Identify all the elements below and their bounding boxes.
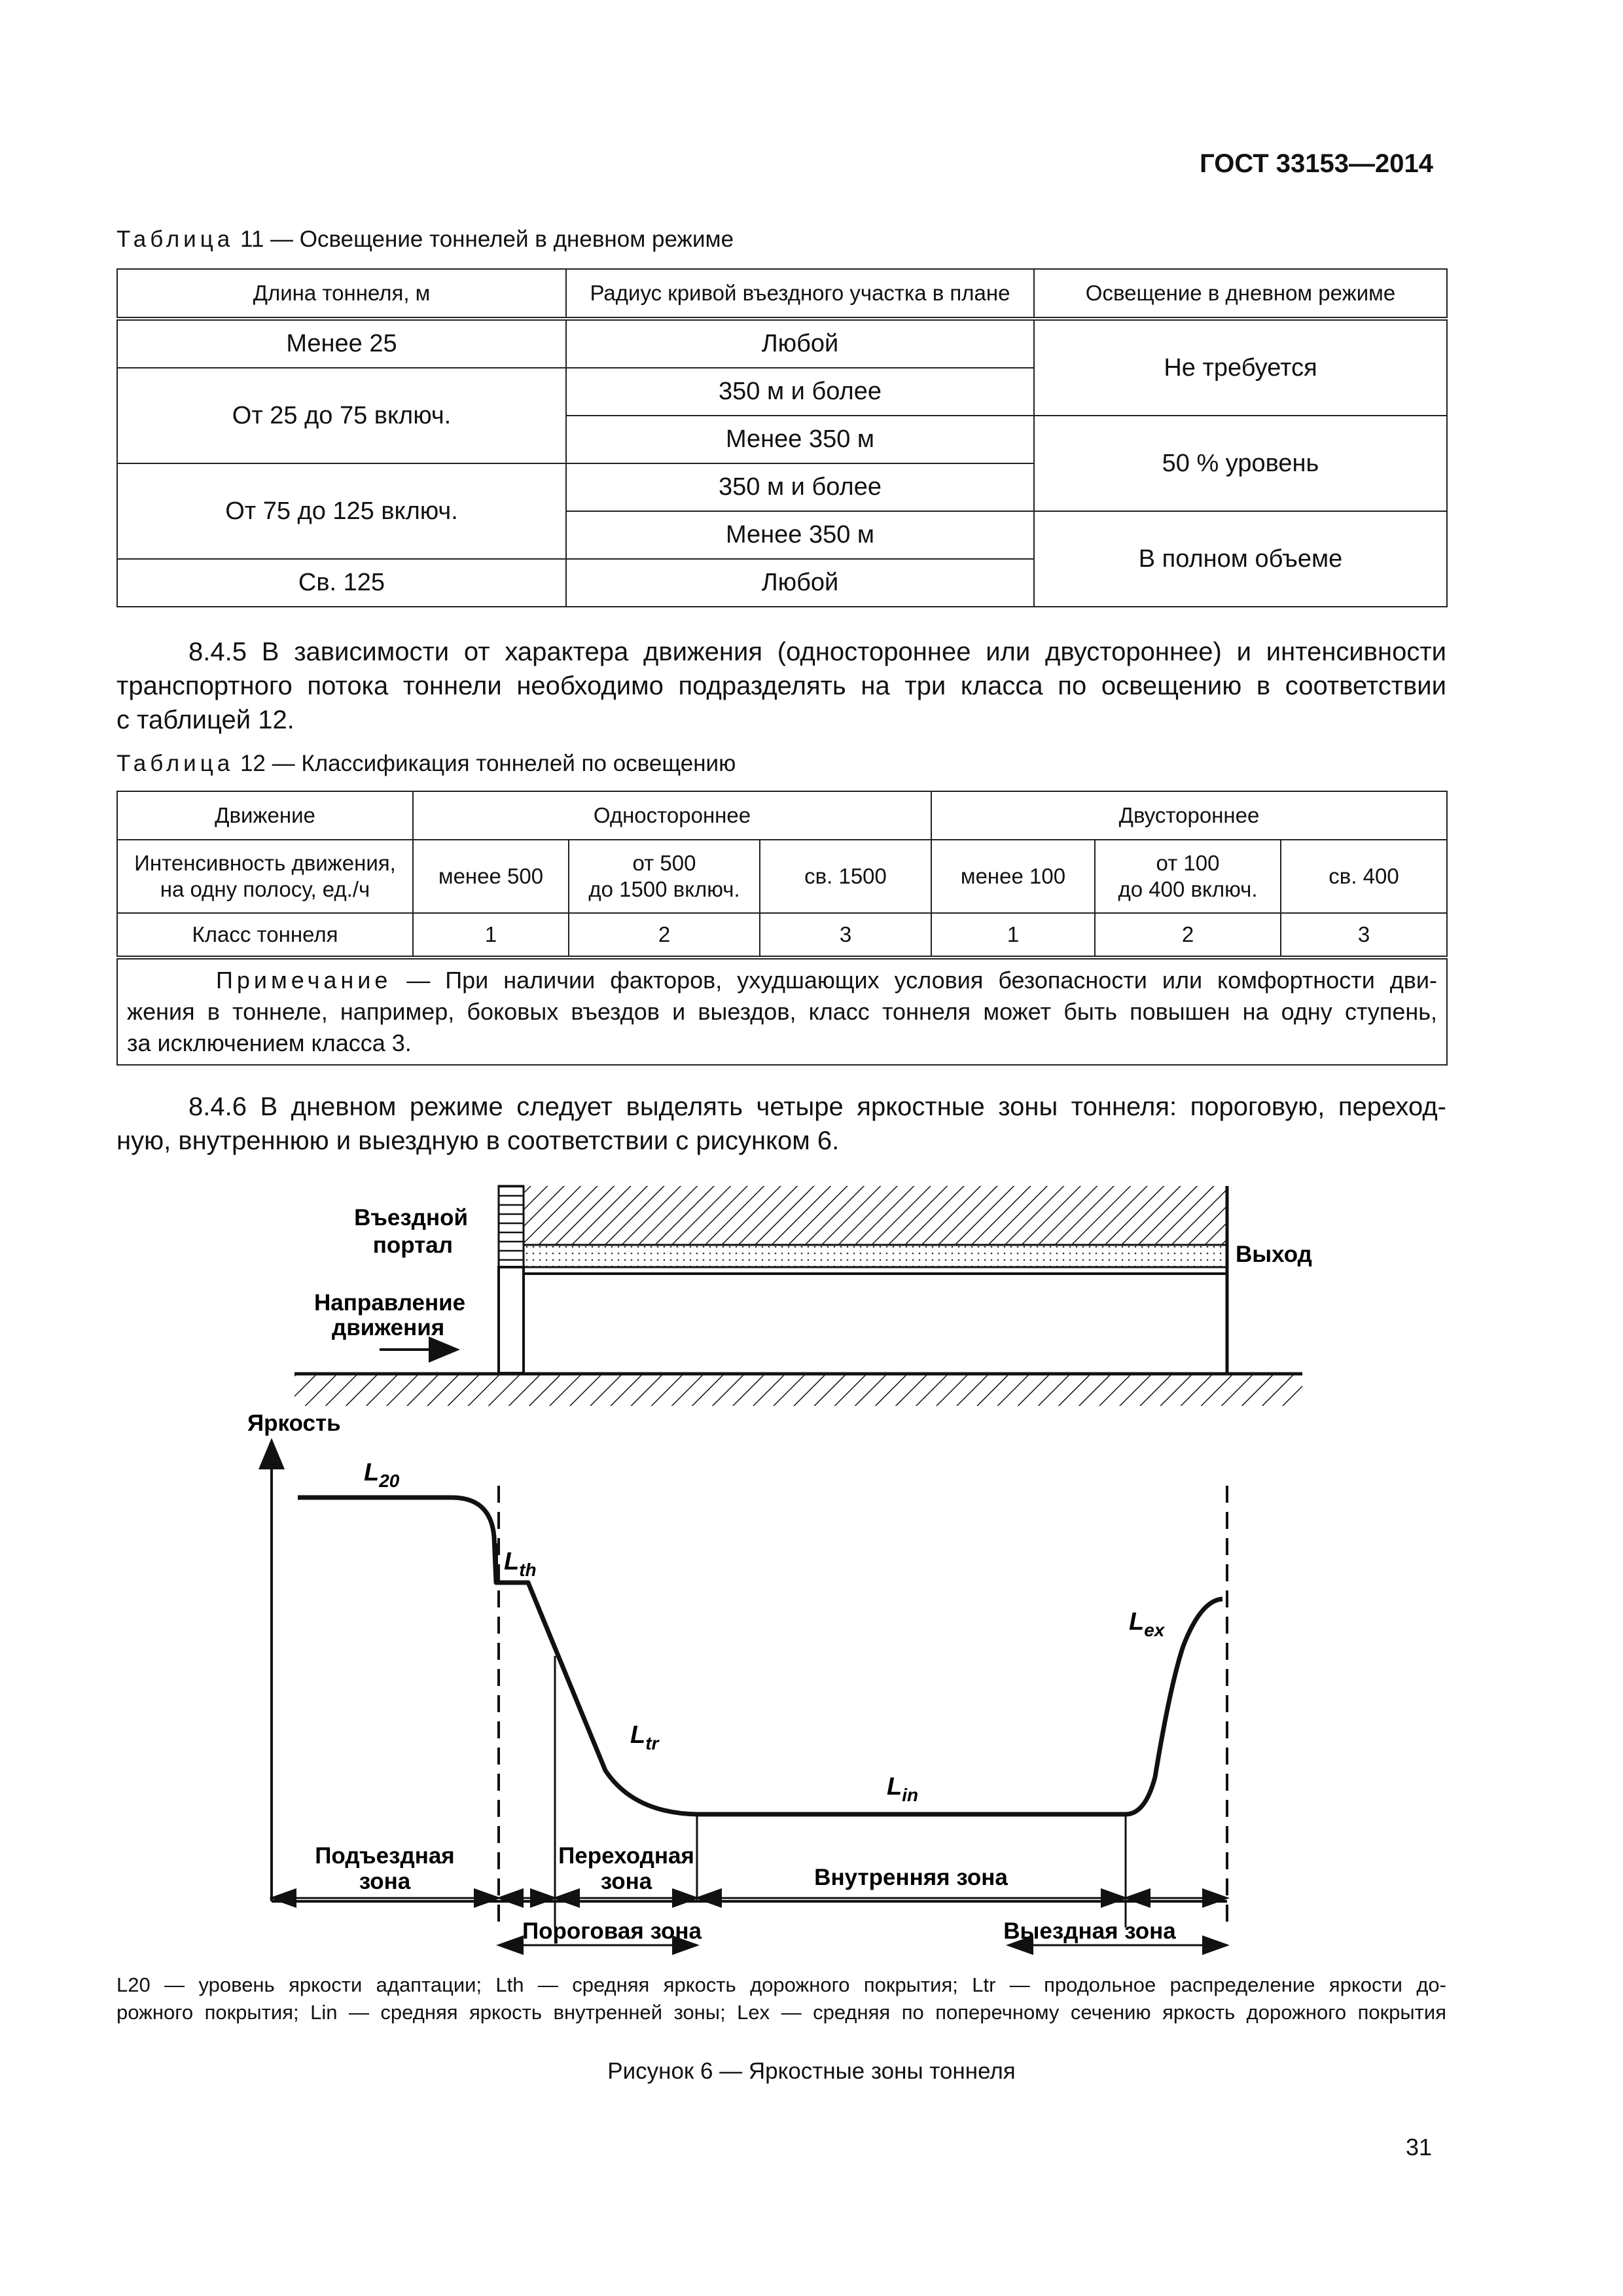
table12-text: Интенсивность движения, — [134, 851, 396, 875]
figure-caption: Рисунок 6 — Яркостные зоны тоннеля — [607, 2058, 1016, 2084]
zone-transition-1: Переходная — [558, 1843, 694, 1869]
table12-cell: Движение — [117, 791, 413, 840]
table11-cell: Менее 25 — [117, 319, 566, 368]
table12-cell: 1 — [413, 913, 569, 958]
entry-portal — [499, 1186, 524, 1267]
table12-text: до 400 включ. — [1118, 877, 1258, 901]
label-lth: $L_{th}$ — [504, 1548, 537, 1580]
table11-cell: 50 % уровень — [1034, 416, 1447, 511]
table12-text: до 1500 включ. — [588, 877, 740, 901]
table12-caption-text: 12 — Классификация тоннелей по освещению — [234, 751, 736, 776]
paragraph-line: 8.4.5 В зависимости от характера движения (одностороннее или двустороннее) и интенсивности — [188, 637, 1446, 666]
table11-cell: Любой — [566, 319, 1034, 368]
note-line: за исключением класса 3. — [127, 1030, 412, 1056]
paragraph-line: 8.4.6 В дневном режиме следует выделять четыре яркостные зоны тоннеля: пороговую, переход- — [188, 1092, 1446, 1121]
table11-cell: Менее 350 м — [566, 511, 1034, 559]
table12-cell: менее 100 — [931, 840, 1095, 913]
y-axis-label: Яркость — [247, 1410, 341, 1436]
table12-cell: св. 1500 — [760, 840, 931, 913]
table11-cell: Менее 350 м — [566, 416, 1034, 463]
table12-text: на одну полосу, ед./ч — [160, 877, 370, 901]
figure-legend — [116, 1971, 1446, 2026]
label-l20: $L_{20}$ — [364, 1459, 400, 1491]
table12-cell: Класс тоннеля — [117, 913, 413, 958]
table11-cell: От 75 до 125 включ. — [117, 463, 566, 559]
table12-text: от 500 — [632, 851, 696, 875]
tunnel-roof — [524, 1186, 1227, 1245]
label-ltr: $L_{tr}$ — [630, 1721, 659, 1753]
paragraph-line: с таблицей 12. — [116, 706, 294, 734]
table11-caption-text: 11 — Освещение тоннелей в дневном режиме — [234, 226, 734, 252]
tunnel-ceiling — [524, 1245, 1227, 1267]
note-text: — При наличии факторов, ухудшающих условия безопасности или комфортности дви- — [391, 967, 1438, 994]
table12-cell: 2 — [1095, 913, 1281, 958]
exit-label: Выход — [1236, 1242, 1312, 1267]
table12-cell: 3 — [1281, 913, 1447, 958]
table12-cell: Двустороннее — [931, 791, 1447, 840]
direction-label-2: движения — [332, 1315, 445, 1340]
ground — [294, 1374, 1302, 1406]
entry-portal-label-2: портал — [372, 1232, 453, 1258]
entry-portal-wall — [499, 1267, 524, 1373]
table11-header-length: Длина тоннеля, м — [117, 269, 566, 319]
table12-caption-word: Таблица — [116, 751, 234, 776]
standard-header: ГОСТ 33153—2014 — [1200, 149, 1433, 178]
table11-cell: Не требуется — [1034, 319, 1447, 416]
table11-cell: Св. 125 — [117, 559, 566, 607]
table11-header-lighting: Освещение в дневном режиме — [1034, 269, 1447, 319]
table11-cell: 350 м и более — [566, 368, 1034, 416]
zone-transition-2: зона — [600, 1869, 652, 1894]
table12-cell: 1 — [931, 913, 1095, 958]
table11-header-radius: Радиус кривой въездного участка в плане — [566, 269, 1034, 319]
note-line: жения в тоннеле, например, боковых въездов и выездов, класс тоннеля может быть повышен на одну ступень, — [127, 998, 1438, 1025]
zone-interior: Внутренняя зона — [814, 1865, 1008, 1890]
zone-exit: Выездная зона — [1003, 1918, 1176, 1944]
luminance-curve — [298, 1498, 1222, 1814]
table12-cell: Одностороннее — [413, 791, 931, 840]
legend-line: L20 — уровень яркости адаптации; Lth — средняя яркость дорожного покрытия; Ltr — продольное распределение яркости до- — [116, 1973, 1446, 1996]
label-lex: $L_{ex}$ — [1129, 1608, 1165, 1640]
table12-cell: менее 500 — [413, 840, 569, 913]
note-word: Примечание — [216, 967, 392, 994]
legend-line: рожного покрытия; Lin — средняя яркость внутренней зоны; Lex — средняя по поперечному сечению яркость дорожного покрытия — [116, 2001, 1446, 2024]
paragraph-line: ную, внутреннюю и выездную в соответствии с рисунком 6. — [116, 1126, 840, 1155]
zone-approach-1: Подъездная — [315, 1843, 455, 1869]
table11-cell: 350 м и более — [566, 463, 1034, 511]
table11-cell: Любой — [566, 559, 1034, 607]
direction-label-1: Направление — [314, 1290, 466, 1316]
entry-portal-label-1: Въездной — [354, 1205, 468, 1230]
page-number: 31 — [1405, 2134, 1432, 2161]
table12-cell: 2 — [569, 913, 760, 958]
paragraph-line: транспортного потока тоннели необходимо подразделять на три класса по освещению в соответствии — [116, 672, 1446, 700]
table12-cell: св. 400 — [1281, 840, 1447, 913]
table11-cell: От 25 до 75 включ. — [117, 368, 566, 463]
table11-cell: В полном объеме — [1034, 511, 1447, 607]
zone-approach-2: зона — [359, 1869, 411, 1894]
table12-text: от 100 — [1156, 851, 1220, 875]
table11-caption-word: Таблица — [116, 226, 234, 252]
table12-cell: 3 — [760, 913, 931, 958]
label-lin: $L_{in}$ — [887, 1773, 919, 1805]
zone-threshold: Пороговая зона — [522, 1918, 702, 1944]
